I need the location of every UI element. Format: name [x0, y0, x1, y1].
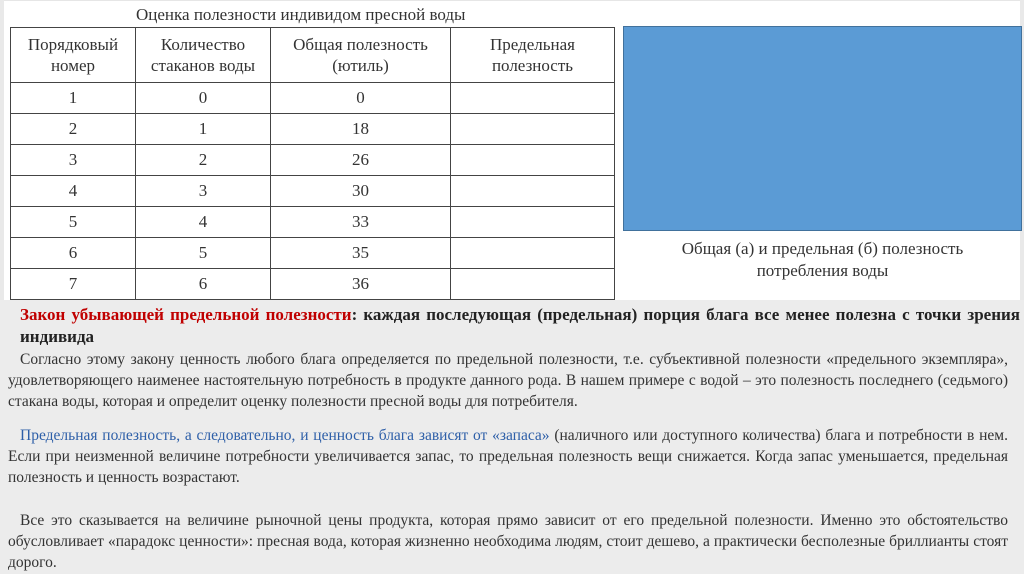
- paragraph-stock-dependence: [8, 425, 1008, 488]
- cell-marginal-utility: [451, 145, 615, 176]
- table-title: Оценка полезности индивидом пресной воды: [136, 5, 466, 24]
- cell-glasses: 2: [136, 145, 271, 176]
- chart-placeholder: [623, 26, 1022, 231]
- cell-glasses: 3: [136, 176, 271, 207]
- cell-glasses: 4: [136, 207, 271, 238]
- header-marginal-utility: Предельная полезность: [451, 28, 615, 83]
- utility-table: [10, 27, 615, 300]
- paragraph-marginal-value: Согласно этому закону ценность любого блага определяется по предельной полезности, т.е. субъективной полезности «предельного экземпляра», удовлетворяющего наименее настоятельную потребность в продукте данного рода. В нашем примере с водой – это полезность последнего (седьмого) стакана воды, которая и определит оценку полезности пресной воды для потребителя.: [8, 351, 1008, 410]
- cell-glasses: 0: [136, 83, 271, 114]
- paragraph-value-paradox: Все это сказывается на величине рыночной цены продукта, которая прямо зависит от его предельной полезности. Именно это обстоятельство обусловливает «парадокс ценности»: пресная вода, которая жизненно необходима людям, стоит дешево, а практически бесполезные бриллианты стоят дорого.: [8, 512, 1008, 571]
- cell-marginal-utility: [451, 238, 615, 269]
- cell-total-utility: 35: [271, 238, 451, 269]
- table-row: [11, 83, 615, 114]
- table-row: [11, 176, 615, 207]
- cell-glasses: 1: [136, 114, 271, 145]
- cell-total-utility: 33: [271, 207, 451, 238]
- cell-order: 4: [11, 176, 136, 207]
- table-row: [11, 207, 615, 238]
- cell-total-utility: 30: [271, 176, 451, 207]
- law-statement: [20, 304, 1020, 348]
- law-text: : каждая последующая (предельная) порция блага все менее полезна с точки зрения индивида: [20, 305, 1020, 346]
- table-row: [11, 114, 615, 145]
- paragraph-rest: (наличного или доступного количества) блага и потребности в нем. Если при неизменной величине потребности увеличивается запас, то предельная полезность вещи снижается. Когда запас уменьшается, предельная полезность и ценность возрастают.: [8, 427, 1008, 486]
- table-header-row: [11, 28, 615, 83]
- chart-caption-line2: потребления воды: [756, 261, 889, 280]
- cell-total-utility: 0: [271, 83, 451, 114]
- cell-glasses: 5: [136, 238, 271, 269]
- cell-marginal-utility: [451, 176, 615, 207]
- cell-order: 3: [11, 145, 136, 176]
- cell-marginal-utility: [451, 269, 615, 300]
- cell-order: 2: [11, 114, 136, 145]
- cell-marginal-utility: [451, 83, 615, 114]
- cell-marginal-utility: [451, 114, 615, 145]
- cell-glasses: 6: [136, 269, 271, 300]
- chart-caption: [623, 238, 1022, 282]
- cell-order: 6: [11, 238, 136, 269]
- header-glasses-count: Количество стаканов воды: [136, 28, 271, 83]
- header-order-number: Порядковый номер: [11, 28, 136, 83]
- paragraph-highlight: Предельная полезность, а следовательно, и ценность блага зависят от «запаса»: [20, 427, 550, 444]
- chart-caption-line1: Общая (а) и предельная (б) полезность: [681, 239, 964, 258]
- cell-marginal-utility: [451, 207, 615, 238]
- cell-order: 7: [11, 269, 136, 300]
- header-total-utility: Общая полезность (ютиль): [271, 28, 451, 83]
- table-row: [11, 269, 615, 300]
- cell-order: 5: [11, 207, 136, 238]
- cell-total-utility: 26: [271, 145, 451, 176]
- cell-total-utility: 36: [271, 269, 451, 300]
- law-title: Закон убывающей предельной полезности: [20, 305, 352, 324]
- cell-order: 1: [11, 83, 136, 114]
- table-row: [11, 145, 615, 176]
- cell-total-utility: 18: [271, 114, 451, 145]
- table-row: [11, 238, 615, 269]
